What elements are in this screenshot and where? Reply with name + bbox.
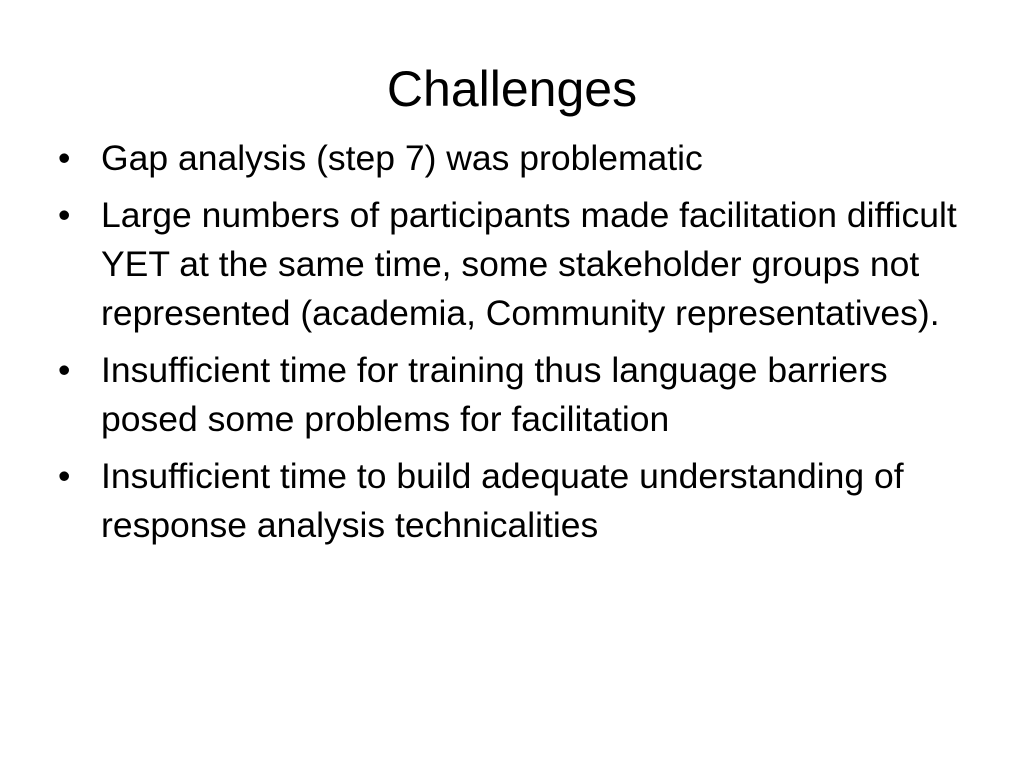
bullet-text: Gap analysis (step 7) was problematic — [101, 138, 703, 178]
bullet-icon: • — [58, 195, 71, 235]
bullet-item — [56, 134, 966, 183]
bullet-icon: • — [58, 456, 71, 496]
bullet-item — [56, 191, 966, 338]
bullet-item — [56, 346, 966, 444]
bullet-text: Insufficient time to build adequate understanding of response analysis technicalities — [101, 456, 904, 545]
bullet-item — [56, 452, 966, 550]
bullet-icon: • — [58, 138, 71, 178]
bullet-text: Insufficient time for training thus language barriers posed some problems for facilitation — [101, 350, 888, 439]
bullet-icon: • — [58, 350, 71, 390]
bullet-list — [56, 134, 966, 558]
slide-title: Challenges — [386, 61, 638, 117]
bullet-text: Large numbers of participants made facilitation difficult YET at the same time, some stakeholder groups not represented (academia, Community representatives). — [101, 195, 957, 333]
